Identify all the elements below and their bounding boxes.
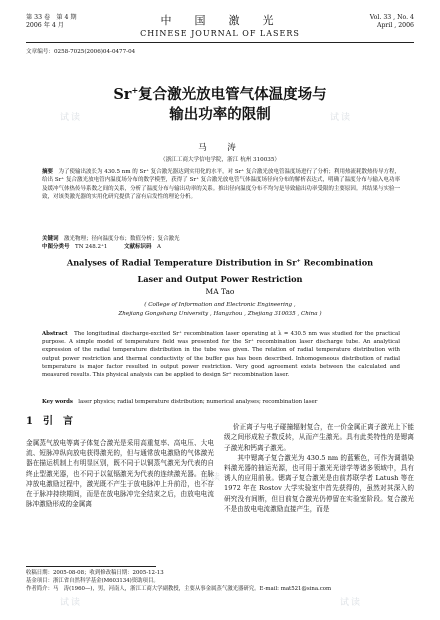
footnote-fund: 基金项目：浙江省自然科学基金(M603134)资助项目。 xyxy=(26,578,159,584)
title-en-part2: Recombination xyxy=(300,257,374,268)
body-column-right xyxy=(224,412,414,524)
title-cn-line1 xyxy=(0,80,440,105)
keywords-cn-label: 关键词 xyxy=(42,236,59,242)
classification-cn xyxy=(42,243,400,251)
body-right-text: 价正离子与电子碰撞辐射复合，在一价金属正离子激光上下能级之间形成粒子数反转，从而产生激光。具有此类特性的是锶离子激光和钙离子激光。 其中锶离子复合激光为 430.5 nm 的蓝紫色，可作为调谐染料激光器的抽运光源，也可用于激光光谱学等诸多领域中，具有诱人的应用前景。锶离子复合激光是由前苏联学者 Latush 等在 1972 年在 Rostov 大学实验室中首先获得的，虽然对其深入的研究没有间断，但目前复合激光仍停留在实验室阶段。复合激光不是由放电电流激励直接产生，而是 xyxy=(224,423,415,513)
watermark: 试读 xyxy=(60,113,83,123)
title-ion: Sr xyxy=(113,85,132,103)
author-cn: 马 涛 xyxy=(198,143,242,153)
header-center xyxy=(26,12,414,38)
article-number: 文章编号：0258-7025(2006)04-0477-04 xyxy=(26,49,136,55)
watermark: 试读 xyxy=(200,473,223,483)
affiliation-en xyxy=(0,301,440,318)
title-cn-rest: 复合激光放电管气体温度场与 xyxy=(138,85,327,103)
volume-issue: 第 33 卷 第 4 期 xyxy=(26,14,77,21)
meta-cn xyxy=(42,235,400,252)
issue-date-en: April , 2006 xyxy=(377,22,414,29)
body-column-left xyxy=(26,438,214,509)
footnote-rule xyxy=(26,566,156,567)
keywords-en-label: Key words xyxy=(42,399,73,405)
journal-name-en: CHINESE JOURNAL OF LASERS xyxy=(140,29,300,38)
watermark: 试读 xyxy=(60,598,83,608)
title-en-part1: Analyses of Radial Temperature Distribution in Sr xyxy=(66,257,297,268)
keywords-en xyxy=(42,398,400,406)
footnote-received: 收稿日期：2005-08-08；收到修改稿日期：2005-12-13 xyxy=(26,570,164,576)
abstract-en-label: Abstract xyxy=(42,331,68,337)
class-value: TN 248.2⁺1 xyxy=(75,244,108,251)
keywords-cn xyxy=(42,235,400,243)
affiliation-en-line2: Zhejiang Gongshang University , Hangzhou , Zhejiang 310035 , China ) xyxy=(118,310,322,317)
journal-header xyxy=(26,8,414,44)
keywords-en-text: laser physics; radial temperature distribution; numerical analyses; recombination laser xyxy=(78,399,318,405)
journal-name-cn: 中 国 激 光 xyxy=(160,14,280,27)
affiliation-cn: （浙江工商大学信电学院，浙江 杭州 310035） xyxy=(159,157,280,163)
title-en-line1 xyxy=(30,253,410,271)
doc-code-value: A xyxy=(156,244,161,251)
doc-code-label: 文献标识码 xyxy=(123,244,152,251)
volume-issue-en: Vol. 33 , No. 4 xyxy=(369,14,414,21)
title-en xyxy=(30,253,410,287)
abstract-en-text: The longitudinal discharge-excited Sr⁺ recombination laser operating at λ = 430.5 nm was studied for the practical purpose. A simple model of temperature field was presented for the Sr⁺ recombination laser discharge tube. An analytical expression of the radial temperature distribution in the tube was given. The relation of radial temperature distribution with output power restriction and thermal conductivity of the buffer gas has been described. Inhomogeneous distribution of radial temperature is major factor resulted in output power restriction. Very good agreement exists between the calculated and measured results. This physical analysis can be applied to design Sr⁺ recombination laser. xyxy=(42,331,400,379)
abstract-cn xyxy=(42,168,400,202)
watermark: 试读 xyxy=(330,113,353,123)
keywords-cn-text: 激光物理；径向温度分布；数值分析；复合激光 xyxy=(64,236,180,242)
title-en-line2: Laser and Output Power Restriction xyxy=(137,273,303,284)
class-label: 中图分类号 xyxy=(42,244,70,251)
title-cn-line2: 输出功率的限制 xyxy=(169,105,271,123)
author-en: MA Tao xyxy=(205,287,235,296)
header-rule xyxy=(26,42,414,43)
header-right xyxy=(370,14,414,30)
affiliation-en-line1: ( College of Information and Electronic Engineering , xyxy=(144,302,296,308)
title-cn xyxy=(0,80,440,125)
abstract-cn-label: 摘要 xyxy=(42,169,54,175)
section-heading: 1 引 言 xyxy=(26,416,73,427)
title-ion-charge: + xyxy=(131,85,139,95)
footnote-author: 作者简介：马 涛(1960—)，男，河南人，浙江工商大学副教授，主要从事金属蒸气激光器研究。E-mail: mat521@sina.com xyxy=(26,586,332,592)
abstract-en xyxy=(42,330,400,379)
abstract-cn-text: 为了使输出波长为 430.5 nm 的 Sr⁺ 复合激光器达到实用化的水平，对 Sr⁺ 复合激光放电管温度场进行了分析；利用热流耗散热传导方程，给出 Sr⁺ 复合激光放电管内温度场分布的数学模型，获得了 Sr⁺ 复合激光放电管气体温度场径向分布的解析表达式，明确了温度分布与输入电功率及缓冲气体热传导系数之间的关系，分析了温度分布与输出功率的关系。推出径向温度分布不均匀是导致输出功率受限的主要原因。其结果与实验一致，对该类激光器的实用化研究提供了富有启发性的理论分析。 xyxy=(42,169,400,201)
body-left-text: 金属蒸气放电等离子体复合激光是采用高重复率、高电压、大电流、短脉冲纵向放电获得激光的，但与通常放电激励的气体激光器在描运机制上有明显区别，既不同于以铜蒸气激光为代表的自终止型激光器，也不同于以氦镉激光为代表的连续激光器。在脉冲放电激励过程中，激光既不产生于放电脉冲上升前沿，也不存在于脉冲持续期间，而是在放电脉冲完全结束之后，由放电电流脉冲激励形成的金属离 xyxy=(26,439,214,509)
title-en-charge: + xyxy=(296,258,301,264)
watermark: 试读 xyxy=(340,598,363,608)
issue-date-cn: 2006 年 4 月 xyxy=(26,22,64,29)
